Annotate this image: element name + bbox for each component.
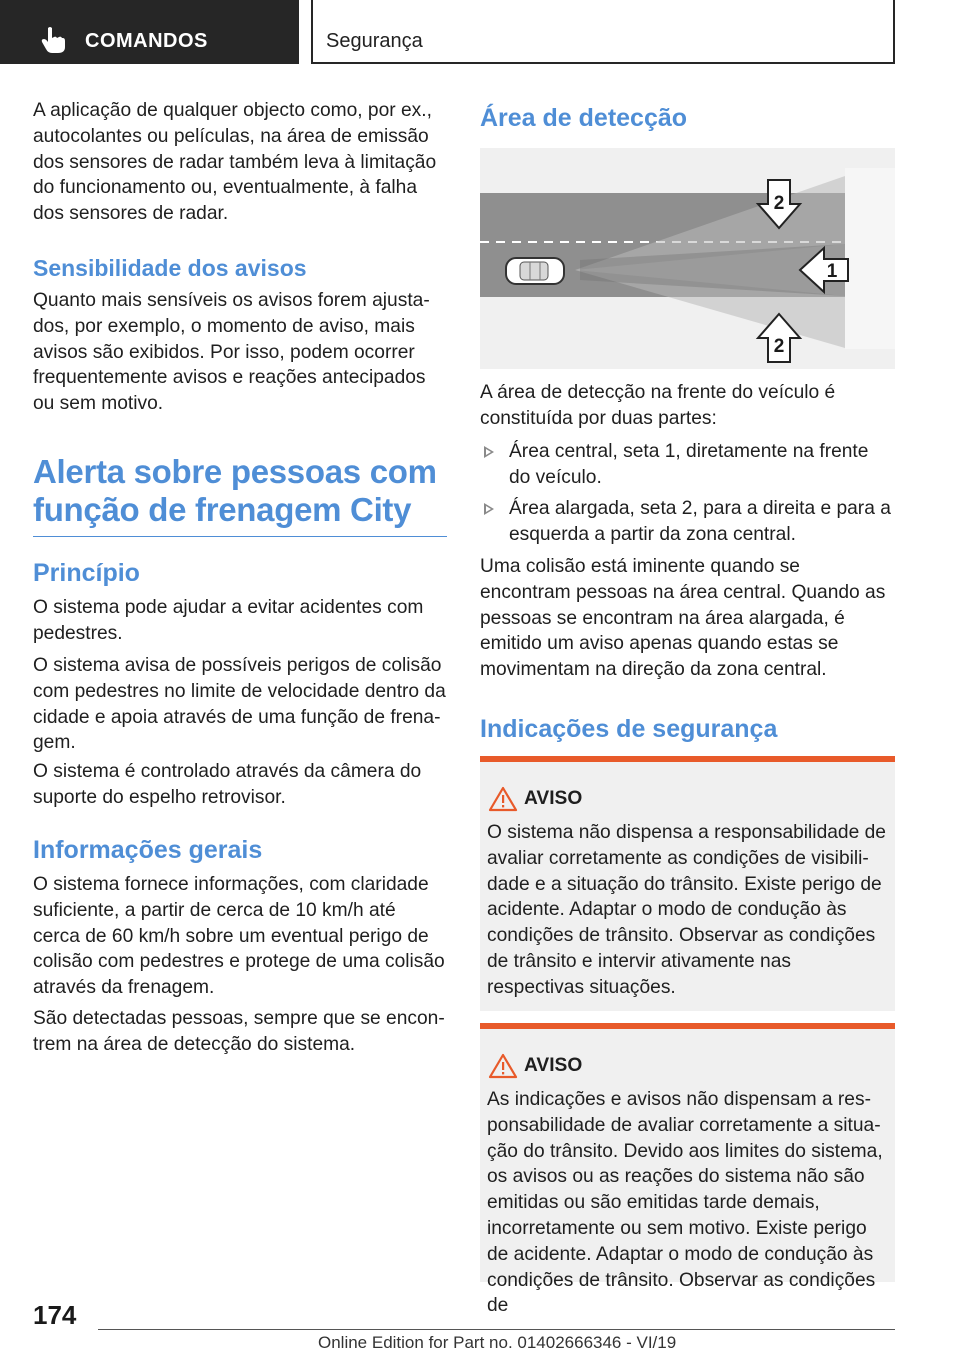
warning-box [480,1023,895,1317]
arrow-label-2-top: 2 [773,193,785,214]
main-heading-line-2: função de frenagem City [33,491,412,528]
warning-title: AVISO [524,1055,583,1076]
heading-sensibilidade: Sensibilidade dos avisos [33,255,307,281]
principio-p3: O sistema é controlado através da câmera do suporte do espelho retrovisor. [33,761,422,808]
detection-area-figure [480,148,895,369]
bullet-item [480,439,895,491]
main-heading-line-1: Alerta sobre pessoas com [33,453,437,490]
section-tab-comandos[interactable] [0,0,299,64]
sidewalk [845,168,895,349]
warning-text: O sistema não dispensa a responsabilidade de avaliar corretamente as condições de visibilidade e a situação do trânsito. Existe perigo de acidente. Adaptar o modo de condução às condições de trânsito. Observar as condições de trânsito e intervir ativamente nas respectivas situações. [487,822,886,998]
principio-p1: O sistema pode ajudar a evitar acidentes com pedestres. [33,597,424,644]
heading-divider [33,536,447,537]
car-icon [506,258,564,284]
arrow-label-2-bottom: 2 [773,336,785,357]
bullet-item [480,496,895,548]
area-description: A área de detecção na frente do veículo é constituída por duas partes: [480,382,836,429]
intro-paragraph: A aplicação de qualquer objecto como, por ex., autocolantes ou películas, na área de emissão dos sensores de radar também leva à limitação do funcionamento ou, eventualmente, à falha dos sensores de radar. [33,100,437,225]
hand-pointer-icon [40,26,66,54]
warning-box [480,756,895,1011]
subsection-header [311,0,895,64]
heading-informacoes: Informações gerais [33,836,263,864]
arrow-label-1: 1 [826,261,838,282]
warning-text: As indicações e avisos não dispensam a responsabilidade de avaliar corretamente a situação do trânsito. Devido aos limites do sistema, os avisos ou as reações do sistema não são emitidas ou são emitidas tarde demais, incorretamente ou sem motivo. Existe perigo de acidente. Adaptar o modo de condução às condições de trânsito. Observar as condições de [487,1089,883,1317]
subsection-label: Segurança [326,30,423,52]
heading-indicacoes-seguranca: Indicações de segurança [480,715,778,743]
footer-divider [98,1329,895,1330]
warning-triangle-icon [488,786,518,812]
footer-edition: Online Edition for Part no. 01402666346 - VI/19 [318,1333,677,1352]
heading-principio: Princípio [33,559,140,587]
area-description-2: Uma colisão está iminente quando se encontram pessoas na área central. Quando as pessoas se encontram na área alargada, é emitido um aviso apenas quando estas se movimentam na direção da zona central. [480,556,886,681]
page-number: 174 [33,1300,77,1330]
warning-title: AVISO [524,788,583,809]
informacoes-p2: São detectadas pessoas, sempre que se encontrem na área de detecção do sistema. [33,1008,445,1055]
bullet-triangle-icon [484,503,494,515]
warning-triangle-icon [488,1053,518,1079]
bullet-text: Área alargada, seta 2, para a direita e para a esquerda a partir da zona central. [509,498,891,545]
section-label: COMANDOS [85,30,208,52]
detection-diagram [480,148,895,369]
informacoes-p1: O sistema fornece informações, com claridade suficiente, a partir de cerca de 10 km/h até cerca de 60 km/h sobre um eventual perigo de colisão com pedestres e protege de uma colisão através da frenagem. [33,874,445,999]
main-heading [33,453,453,529]
bullet-text: Área central, seta 1, diretamente na frente do veículo. [509,441,869,488]
heading-area-deteccao: Área de detecção [480,104,688,132]
sensibilidade-paragraph: Quanto mais sensíveis os avisos forem ajustados, por exemplo, o momento de aviso, mais avisos são exibidos. Por isso, podem ocorrer frequentemente avisos e reações antecipados ou sem motivo. [33,290,430,415]
bullet-triangle-icon [484,446,494,458]
principio-p2: O sistema avisa de possíveis perigos de colisão com pedestres no limite de velocidade dentro da cidade e apoia através de uma função de frenagem. [33,655,446,754]
